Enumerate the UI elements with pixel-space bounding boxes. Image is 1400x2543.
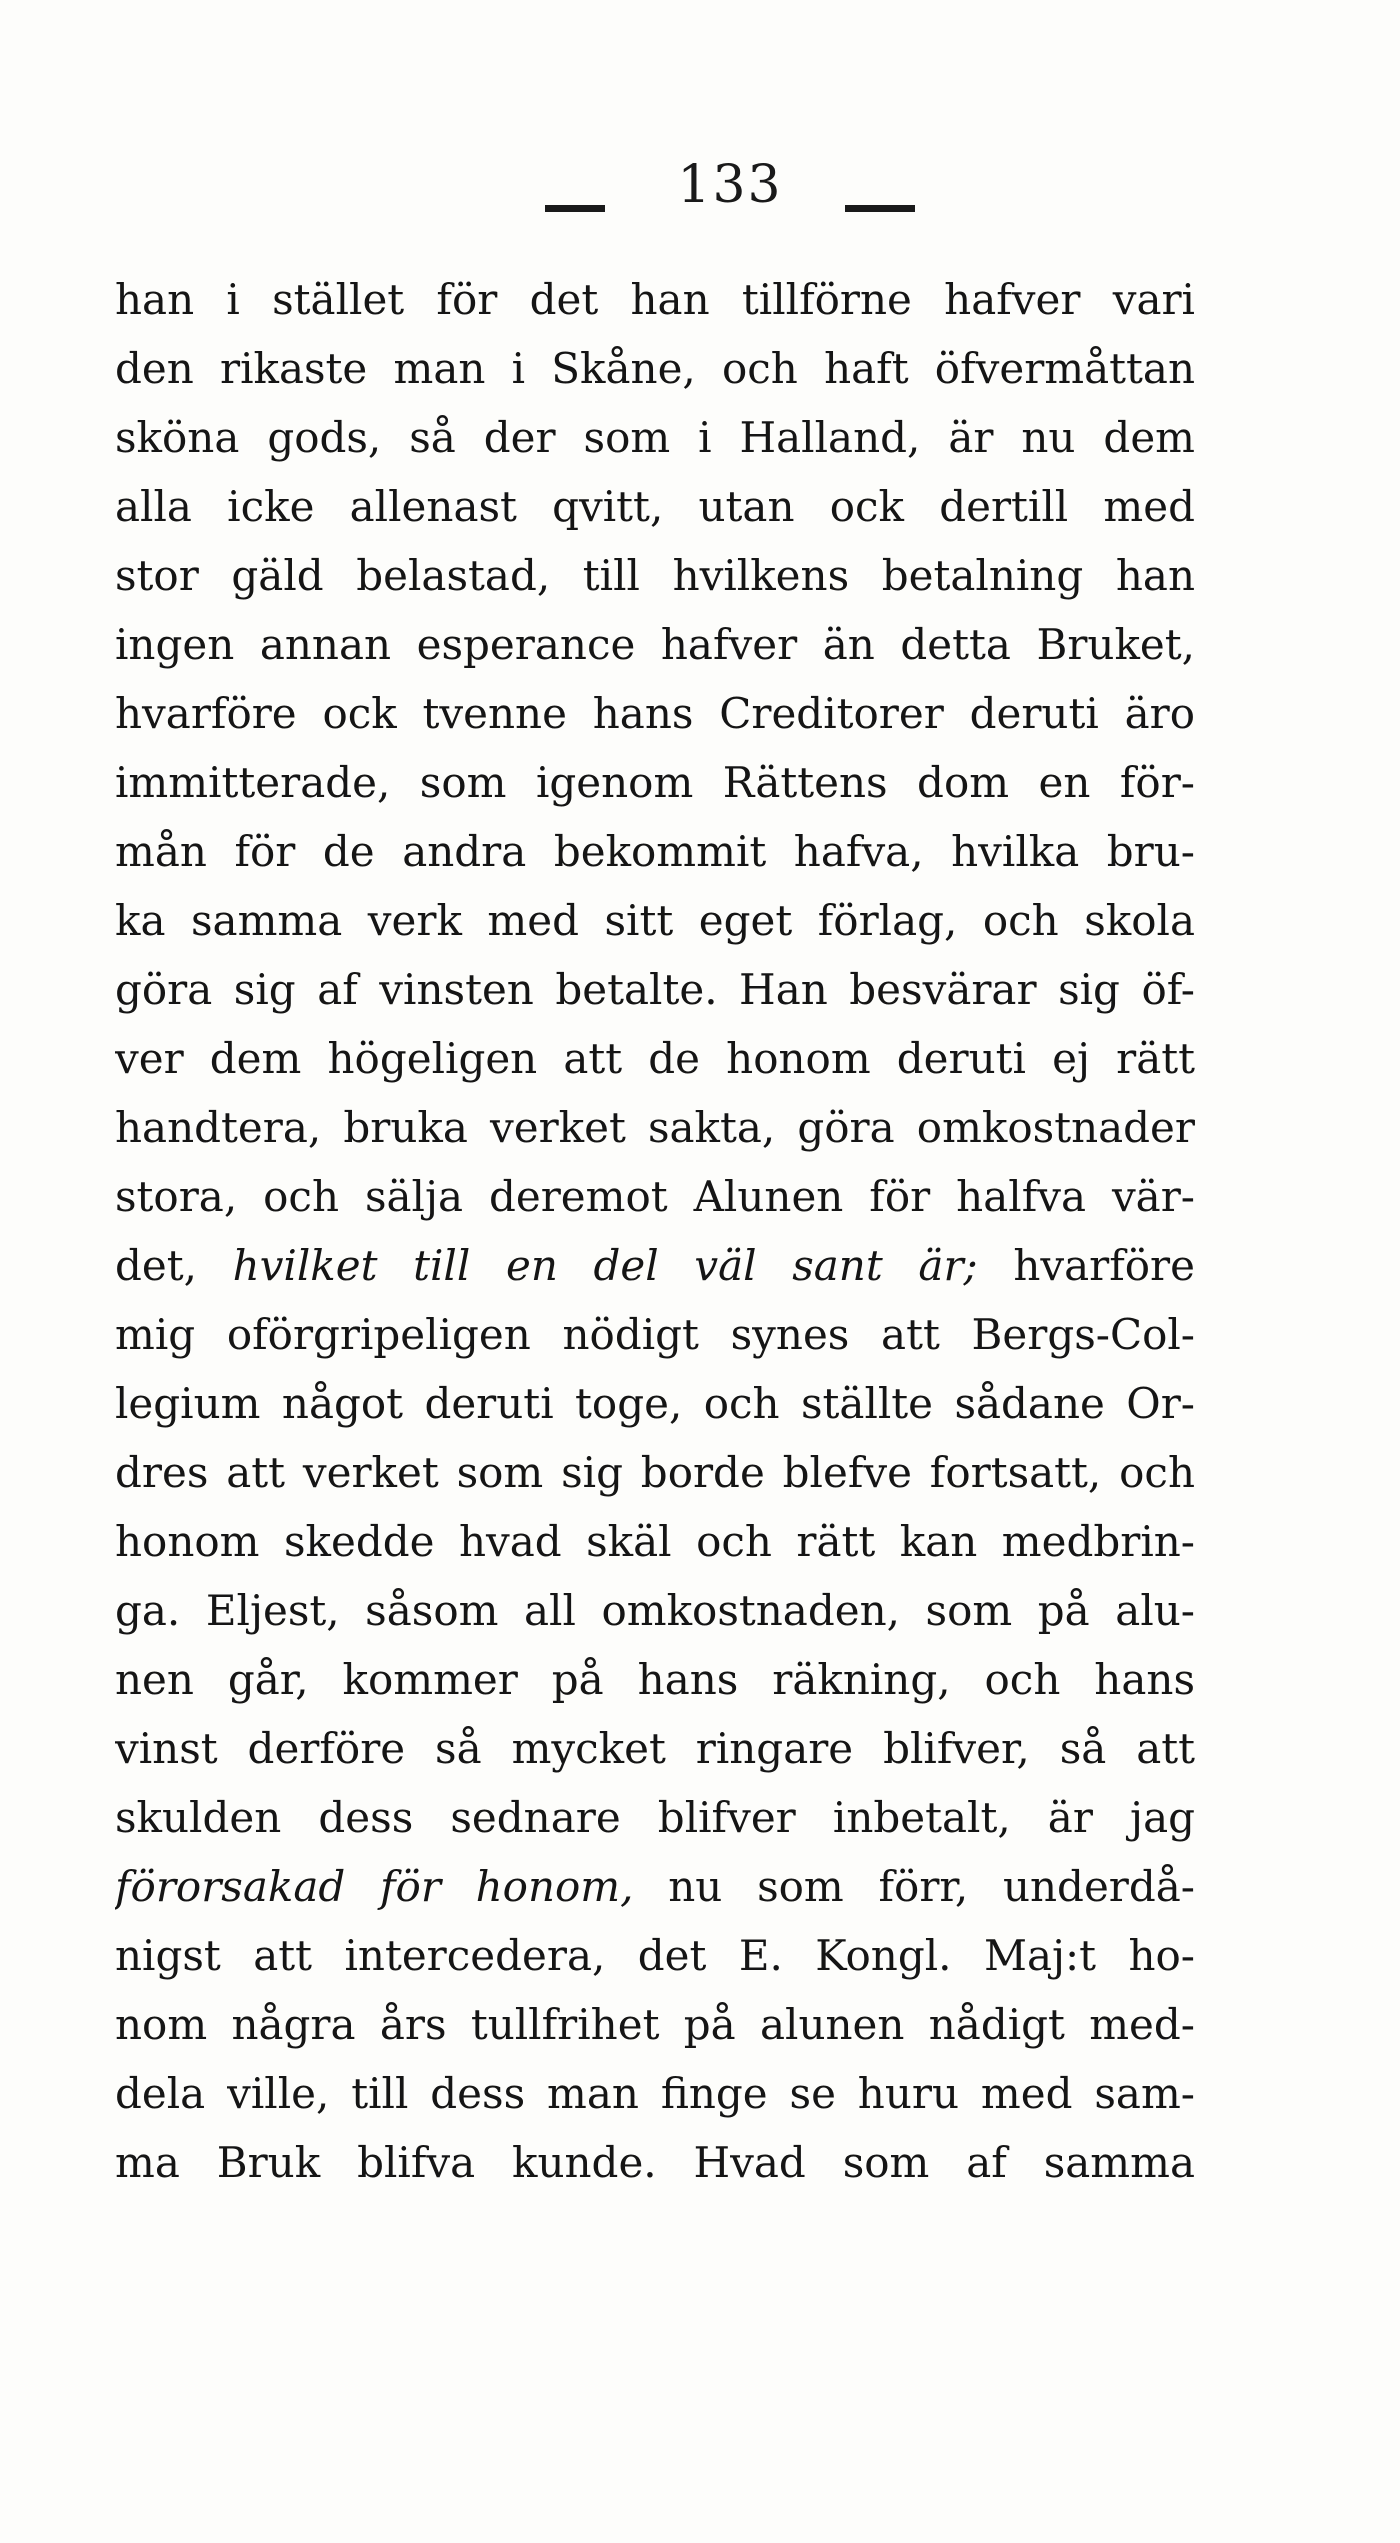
text-line: nom några års tullfrihet på alunen nådigt med- [115, 2000, 1195, 2049]
page-header [0, 155, 1400, 225]
text-line: honom skedde hvad skäl och rätt kan medbrin- [115, 1517, 1195, 1566]
page-number: 133 [677, 155, 783, 215]
text-line: göra sig af vinsten betalte. Han besvärar sig öf- [115, 965, 1195, 1014]
text-line: den rikaste man i Skåne, och haft öfvermåttan [115, 344, 1195, 393]
italic-text-segment: hvilket till en del väl sant är; [232, 1241, 978, 1290]
header-rule-left [545, 205, 605, 212]
text-line [115, 1852, 1195, 1921]
text-line: stora, och sälja deremot Alunen för halfva vär- [115, 1172, 1195, 1221]
page-body-text [115, 265, 1195, 2197]
text-segment: det, [115, 1241, 233, 1290]
text-line: handtera, bruka verket sakta, göra omkostnader [115, 1103, 1195, 1152]
text-line: mån för de andra bekommit hafva, hvilka bru- [115, 827, 1195, 876]
text-line: mig oförgripeligen nödigt synes att Bergs-Col- [115, 1310, 1195, 1359]
text-line: ka samma verk med sitt eget förlag, och skola [115, 896, 1195, 945]
text-line: legium något deruti toge, och ställte sådane Or- [115, 1379, 1195, 1428]
text-line: immitterade, som igenom Rättens dom en för- [115, 758, 1195, 807]
text-line: stor gäld belastad, till hvilkens betalning han [115, 551, 1195, 600]
text-line: vinst derföre så mycket ringare blifver, så att [115, 1724, 1195, 1773]
text-line: ga. Eljest, såsom all omkostnaden, som på alu- [115, 1586, 1195, 1635]
text-line: nen går, kommer på hans räkning, och hans [115, 1655, 1195, 1704]
text-line: sköna gods, så der som i Halland, är nu dem [115, 413, 1195, 462]
italic-text-segment: förorsakad för honom, [115, 1862, 634, 1911]
text-line: han i stället för det han tillförne hafver vari [115, 275, 1195, 324]
text-line: ingen annan esperance hafver än detta Bruket, [115, 620, 1195, 669]
text-line: alla icke allenast qvitt, utan ock dertill med [115, 482, 1195, 531]
text-line: skulden dess sednare blifver inbetalt, är jag [115, 1793, 1195, 1842]
text-line: hvarföre ock tvenne hans Creditorer deruti äro [115, 689, 1195, 738]
text-segment: hvarföre [977, 1241, 1195, 1290]
text-line [115, 1231, 1195, 1300]
text-line: nigst att intercedera, det E. Kongl. Maj:t ho- [115, 1931, 1195, 1980]
text-line: dela ville, till dess man finge se huru med sam- [115, 2069, 1195, 2118]
text-line: ver dem högeligen att de honom deruti ej rätt [115, 1034, 1195, 1083]
header-rule-right [845, 205, 915, 212]
text-segment: nu som förr, underdå- [633, 1862, 1195, 1911]
text-line: dres att verket som sig borde blefve fortsatt, och [115, 1448, 1195, 1497]
text-line: ma Bruk blifva kunde. Hvad som af samma [115, 2138, 1195, 2187]
